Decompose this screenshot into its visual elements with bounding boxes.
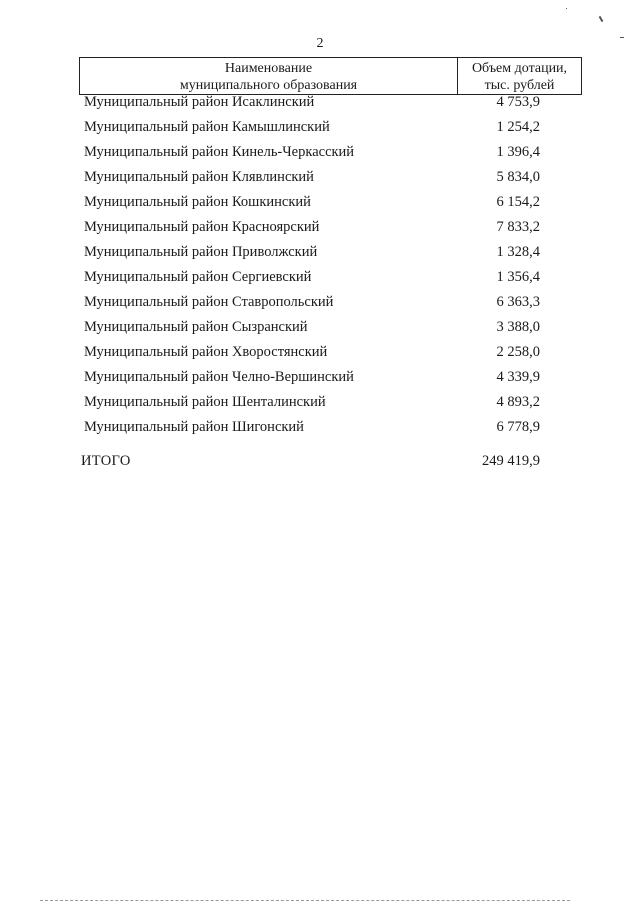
header-value-line2: тыс. рублей [484, 78, 555, 93]
table-row [0, 317, 640, 337]
row-name: Муниципальный район Приволжский [84, 244, 318, 260]
row-value: 4 753,9 [496, 94, 540, 110]
row-value: 1 396,4 [496, 144, 540, 160]
row-value: 5 834,0 [496, 169, 540, 185]
row-name: Муниципальный район Ставропольский [84, 294, 334, 310]
table-row [0, 242, 640, 262]
row-name: Муниципальный район Сызранский [84, 319, 308, 335]
scan-speck [566, 8, 567, 9]
header-name-line1: Наименование [224, 61, 313, 76]
table-row [0, 292, 640, 312]
page-number: 2 [316, 36, 324, 51]
header-value-line1: Объем дотации, [471, 61, 568, 76]
header-name-cell [80, 60, 457, 94]
table-row [0, 267, 640, 287]
header-value-cell [458, 60, 581, 94]
table-row [0, 342, 640, 362]
row-value: 3 388,0 [496, 319, 540, 335]
table-row [0, 192, 640, 212]
row-value: 4 893,2 [496, 394, 540, 410]
scan-speck [599, 16, 604, 22]
row-name: Муниципальный район Хворостянский [84, 344, 328, 360]
row-value: 6 154,2 [496, 194, 540, 210]
table-row [0, 117, 640, 137]
row-value: 1 328,4 [496, 244, 540, 260]
row-value: 1 254,2 [496, 119, 540, 135]
table-row [0, 142, 640, 162]
table-row [0, 392, 640, 412]
row-name: Муниципальный район Красноярский [84, 219, 320, 235]
row-name: Муниципальный район Челно-Вершинский [84, 369, 354, 385]
total-row [0, 451, 640, 471]
row-name: Муниципальный район Клявлинский [84, 169, 314, 185]
row-name: Муниципальный район Кошкинский [84, 194, 311, 210]
row-value: 4 339,9 [496, 369, 540, 385]
row-name: Муниципальный район Шенталинский [84, 394, 326, 410]
table-row [0, 367, 640, 387]
table-header [79, 57, 582, 95]
table-row [0, 92, 640, 112]
total-label: ИТОГО [81, 453, 131, 469]
row-value: 7 833,2 [496, 219, 540, 235]
row-name: Муниципальный район Сергиевский [84, 269, 312, 285]
row-value: 6 778,9 [496, 419, 540, 435]
row-value: 2 258,0 [496, 344, 540, 360]
header-name-line2: муниципального образования [179, 78, 358, 93]
scan-speck [620, 37, 624, 38]
total-value: 249 419,9 [482, 453, 540, 469]
table-row [0, 167, 640, 187]
row-name: Муниципальный район Исаклинский [84, 94, 315, 110]
row-value: 6 363,3 [496, 294, 540, 310]
table-row [0, 217, 640, 237]
row-name: Муниципальный район Камышлинский [84, 119, 330, 135]
table-row [0, 417, 640, 437]
row-name: Муниципальный район Кинель-Черкасский [84, 144, 355, 160]
row-value: 1 356,4 [496, 269, 540, 285]
row-name: Муниципальный район Шигонский [84, 419, 304, 435]
scan-edge-line [40, 900, 570, 901]
